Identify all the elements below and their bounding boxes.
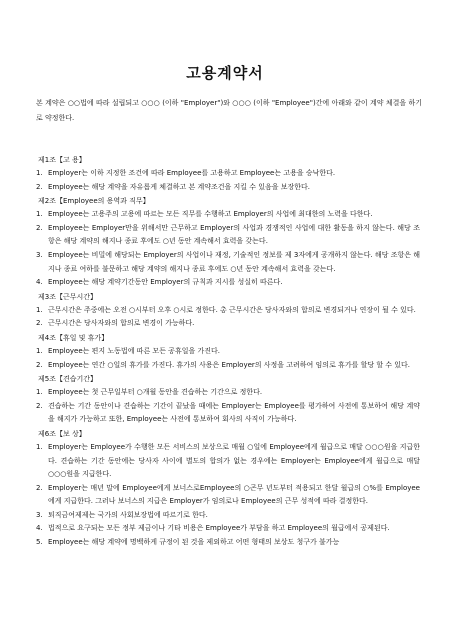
clause-number: 5.	[36, 538, 43, 547]
clause-text: Employee는 해당 계약을 자유롭게 체결하고 본 계약조건을 지킬 수 있음을 보장한다.	[48, 182, 311, 191]
clause-item	[36, 441, 420, 482]
article-section	[36, 194, 420, 290]
clause-text: Employee는 해당 계약에 명백하게 규정이 된 것을 제외하고 어떤 형태의 보상도 청구가 불가능	[48, 538, 340, 547]
clause-item	[36, 167, 420, 181]
clause-text: Employee는 해당 계약기간동안 Employer의 규칙과 지시를 성실히 따른다.	[48, 278, 283, 287]
clause-number: 1.	[36, 442, 43, 451]
clause-text: Employee는 연간 ○일의 휴가를 가진다. 휴가의 사용은 Employer의 사정을 고려하여 임의로 휴가를 할당 할 수 있다.	[48, 360, 411, 369]
document-title: 고용계약서	[186, 64, 264, 82]
clause-text: 견습하는 기간 동안이나 견습하는 기간이 끝났을 때에는 Employer는 Employee를 평가하여 사전에 통보하여 해당 계약을 해지가 가능하고 또한, Employee는 사전에 통보하여 회사의 사직이 가능하다.	[48, 401, 420, 424]
clause-text: 근무시간은 주중에는 오전 ○시부터 오후 ○시로 정한다. 총 근무시간은 당사자와의 합의로 변경되거나 연장이 될 수 있다.	[48, 305, 416, 314]
clause-item	[36, 222, 420, 249]
clause-text: Employer는 이하 지정한 조건에 따라 Employee를 고용하고 Employee는 고용을 승낙한다.	[48, 169, 336, 177]
article-heading: 제1조【고 용】	[38, 156, 86, 164]
article-section	[36, 372, 420, 427]
clause-number: 2.	[36, 319, 43, 328]
clause-text: 법적으로 요구되는 모든 정부 제금이나 기타 비용은 Employee가 부담을 하고 Employee의 월급에서 공제된다.	[48, 524, 390, 533]
clause-item	[36, 400, 420, 427]
article-heading: 제3조【근무시간】	[38, 292, 98, 301]
clause-item	[36, 509, 420, 523]
clause-text: 퇴직금여제제는 국가의 사회보장법에 따르기로 한다.	[48, 510, 208, 519]
clause-item	[36, 304, 420, 318]
clause-item	[36, 536, 420, 550]
clause-number: 2.	[36, 360, 43, 369]
clause-item	[36, 317, 420, 331]
article-heading: 제2조【Employee의 용역과 직무】	[38, 197, 150, 206]
clause-number: 4.	[36, 278, 43, 287]
clause-item	[36, 208, 420, 222]
clause-text: Employer는 매년 말에 Employee에게 보너스로Employee의 ○곤무 년도부터 적용되고 한달 월급의 ○%를 Employee에게 지급한다. 그러나 보너스의 지급은 Employer가 임의로나 Employee의 근무 성적에 따라 결정한다.	[48, 483, 420, 506]
clause-number: 3.	[36, 510, 43, 519]
clause-text: Employee는 비밀에 해당되는 Employer의 사업이나 재정, 기술적인 정보를 제 3자에게 공개하지 않는다. 해당 조항은 해지나 종료 여하를 불문하고 해당 계약의 해지나 종료 후에도 ○년 동안 계속해서 효력을 갖는다.	[48, 250, 420, 273]
clause-item	[36, 276, 420, 290]
article-section	[36, 331, 420, 372]
clause-text: Employee는 Employer만을 위해서만 근무하고 Employer의 사업과 경쟁적인 사업에 대한 활동을 하지 않는다. 해당 조항은 해당 계약의 해지나 종료 후에도 ○년 동안 계속해서 효력을 갖는다.	[48, 223, 420, 246]
clause-text: Employee는 첫 근무일부터 ○개월 동안을 견습하는 기간으로 정한다.	[48, 388, 263, 397]
clause-item	[36, 386, 420, 400]
clause-item	[36, 181, 420, 195]
clause-number: 2.	[36, 401, 43, 410]
clause-number: 4.	[36, 524, 43, 533]
clause-number: 2.	[36, 182, 43, 191]
clause-text: Employer는 Employee가 수행한 모든 서비스의 보상으로 매월 ○일에 Employee에게 월급으로 매달 ○○○원을 지급한다. 견습하는 기간 동안에는 당사자 사이에 별도의 합의가 없는 경우에는 Employer는 Employee에게 월급으로 매달 ○○○원을 지급한다.	[48, 442, 420, 479]
clause-text: 근무시간은 당사자와의 합의로 변경이 가능하다.	[48, 319, 195, 328]
clause-number: 1.	[36, 210, 43, 219]
clause-number: 1.	[36, 346, 43, 355]
clause-list	[36, 167, 420, 194]
clause-item	[36, 345, 420, 359]
clause-number: 2.	[36, 483, 43, 492]
clause-number: 3.	[36, 250, 43, 259]
clause-number: 2.	[36, 223, 43, 232]
clause-item	[36, 522, 420, 536]
clause-item	[36, 249, 420, 276]
clause-list	[36, 304, 420, 331]
intro-paragraph: 본 계약은 ○○법에 따라 설립되고 ○○○ (이하 "Employer")와 ○○○ (이하 "Employee")간에 아래와 같이 계약 체결을 하기로 약정한다.	[36, 99, 422, 122]
articles-container	[36, 153, 420, 550]
clause-list	[36, 208, 420, 290]
clause-item	[36, 359, 420, 373]
clause-list	[36, 441, 420, 550]
article-heading: 제6조【보 상】	[38, 429, 86, 438]
clause-item	[36, 482, 420, 509]
article-section	[36, 153, 420, 194]
clause-text: Employee는 편지 노동법에 따른 모든 공휴일을 가진다.	[48, 346, 220, 355]
clause-list	[36, 345, 420, 372]
clause-list	[36, 386, 420, 427]
clause-text: Employee는 고용주의 고용에 따르는 모든 직무를 수행하고 Employer의 사업에 최대한의 노력을 다한다.	[48, 210, 373, 219]
article-heading: 제4조【휴일 및 휴가】	[38, 333, 109, 342]
clause-number: 1.	[36, 169, 43, 177]
article-heading: 제5조【견습기간】	[38, 375, 98, 384]
clause-number: 1.	[36, 388, 43, 397]
clause-number: 1.	[36, 305, 43, 314]
article-section	[36, 427, 420, 550]
article-section	[36, 290, 420, 331]
